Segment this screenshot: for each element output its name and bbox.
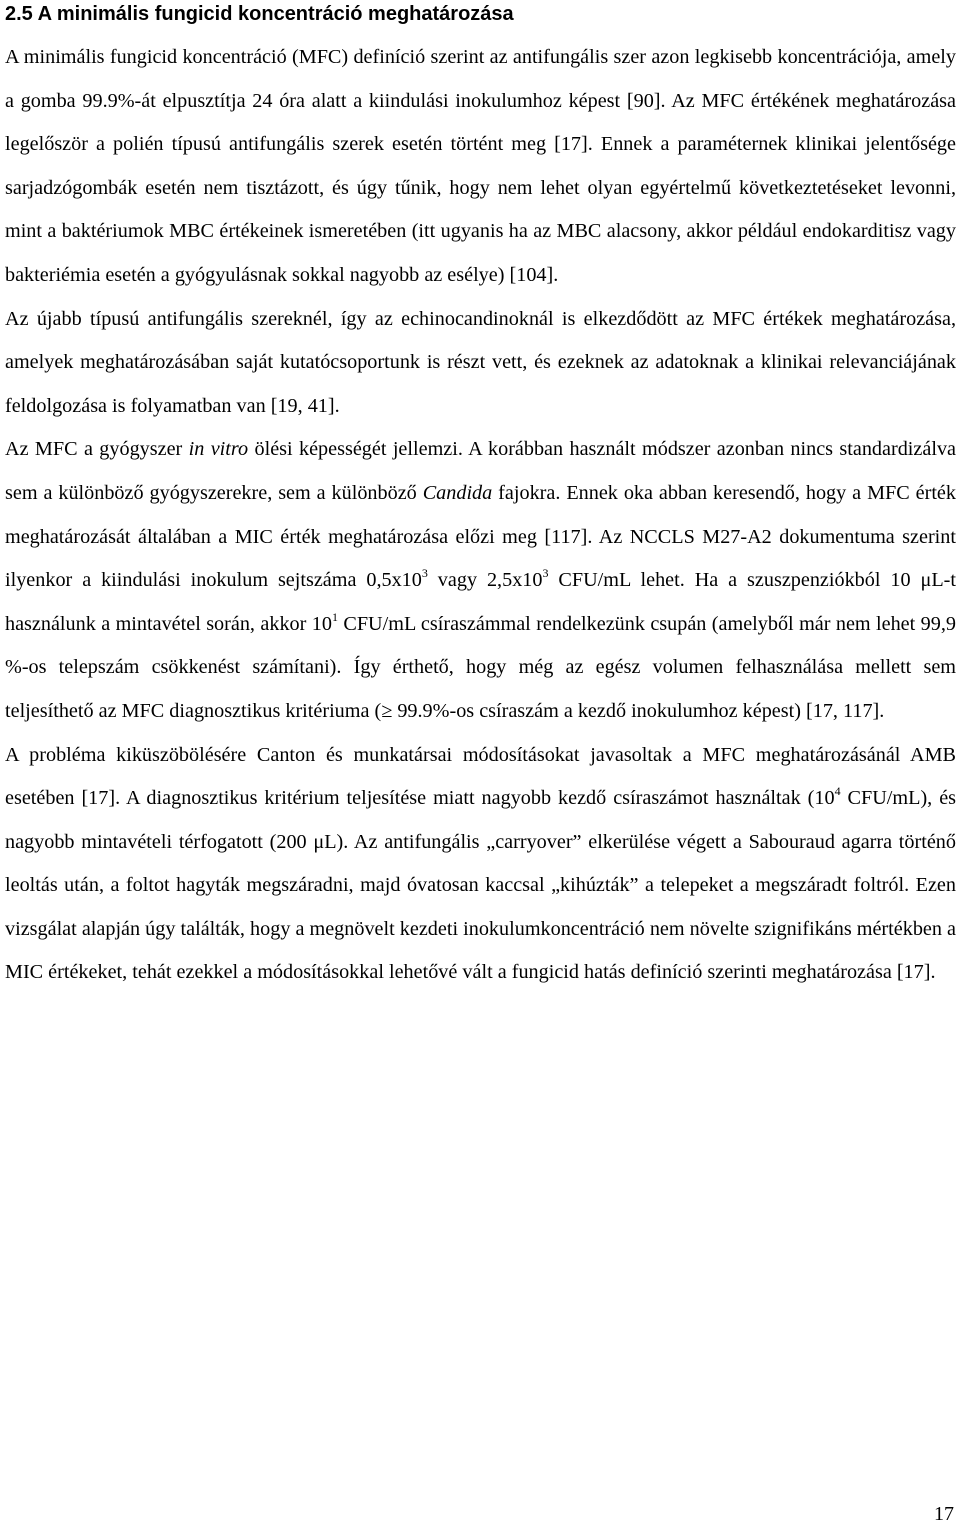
paragraph-canton-modification — [5, 734, 956, 996]
text-run: vagy 2,5x10 — [427, 569, 543, 592]
text-run: CFU/mL csíraszámmal rendelkezünk csupán (amelyből már nem lehet 99,9 %-os telepszám csökkenést számítani). Így érthető, hogy még az egész volumen felhasználása mellett sem teljesíthető az MFC diagnosztikus kritériuma (≥ 99.9%-os csíraszám a kezdő inokulumhoz képest) [17, 117]. — [5, 612, 956, 722]
paragraph-mfc-method — [5, 428, 956, 733]
text-run: CFU/mL lehet. Ha a szuszpenziókból 10 μL-t használunk a mintavétel során, akkor 10 — [5, 569, 956, 635]
superscript-exponent: 3 — [421, 566, 428, 581]
text-run: ölési képességét jellemzi. A korábban használt módszer azonban nincs standardizálva sem a különböző gyógyszerekre, sem a különböző — [5, 438, 956, 504]
superscript-exponent: 4 — [834, 784, 841, 799]
italic-term-candida: Candida — [422, 481, 493, 504]
text-run: CFU/mL), és nagyobb mintavételi térfogatott (200 μL). Az antifungális „carryover” elkerülése végett a Sabouraud agarra történő leoltás után, a foltot hagyták megszáradni, majd óvatosan kaccsal „kihúzták” a telepeket a megszáradt foltról. Ezen vizsgálat alapján úgy találták, hogy a megnövelt kezdeti inokulumkoncentráció nem növelte szignifikáns mértékben a MIC értékeket, tehát ezekkel a módosításokkal lehetővé vált a fungicid hatás definíció szerinti meghatározása [17]. — [5, 787, 957, 984]
text-run: fajokra. Ennek oka abban keresendő, hogy a MFC érték meghatározását általában a MIC érték meghatározása előzi meg [117]. Az NCCLS M27-A2 dokumentuma szerint ilyenkor a kiindulási inokulum sejtszáma 0,5x10 — [5, 481, 956, 592]
text-run: Az MFC a gyógyszer — [5, 438, 189, 461]
text-run: A probléma kiküszöbölésére Canton és munkatársai módosításokat javasoltak a MFC meghatározásánál AMB esetében [17]. A diagnosztikus kritérium teljesítése miatt nagyobb kezdő csíraszámot használtak (10 — [5, 743, 956, 810]
paragraph-mfc-definition: A minimális fungicid koncentráció (MFC) definíció szerint az antifungális szer azon legkisebb koncentrációja, amely a gomba 99.9%-át elpusztítja 24 óra alatt a kiindulási inokulumhoz képest [90]. Az MFC értékének meghatározása legelőször a polién típusú antifungális szerek esetén történt meg [17]. Ennek a paraméternek klinikai jelentősége sarjadzógombák esetén nem tisztázott, és úgy tűnik, hogy nem lehet olyan egyértelmű következtetéseket levonni, mint a baktériumok MBC értékeinek ismeretében (itt ugyanis ha az MBC alacsony, akkor például endokarditisz vagy bakteriémia esetén a gyógyulásnak sokkal nagyobb az esélye) [104]. — [5, 46, 956, 286]
italic-term-in-vitro: in vitro — [188, 438, 249, 461]
section-heading: 2.5 A minimális fungicid koncentráció meghatározása — [5, 3, 514, 25]
superscript-exponent: 3 — [542, 566, 549, 581]
document-page — [5, 0, 956, 995]
page-number: 17 — [934, 1503, 954, 1525]
paragraph-echinocandin: Az újabb típusú antifungális szereknél, így az echinocandinoknál is elkezdődött az MFC értékek meghatározása, amelyek meghatározásában saját kutatócsoportunk is részt vett, és ezeknek az adatoknak a klinikai relevanciájának feldolgozása is folyamatban van [19, 41]. — [5, 307, 956, 417]
superscript-exponent: 1 — [331, 609, 338, 624]
